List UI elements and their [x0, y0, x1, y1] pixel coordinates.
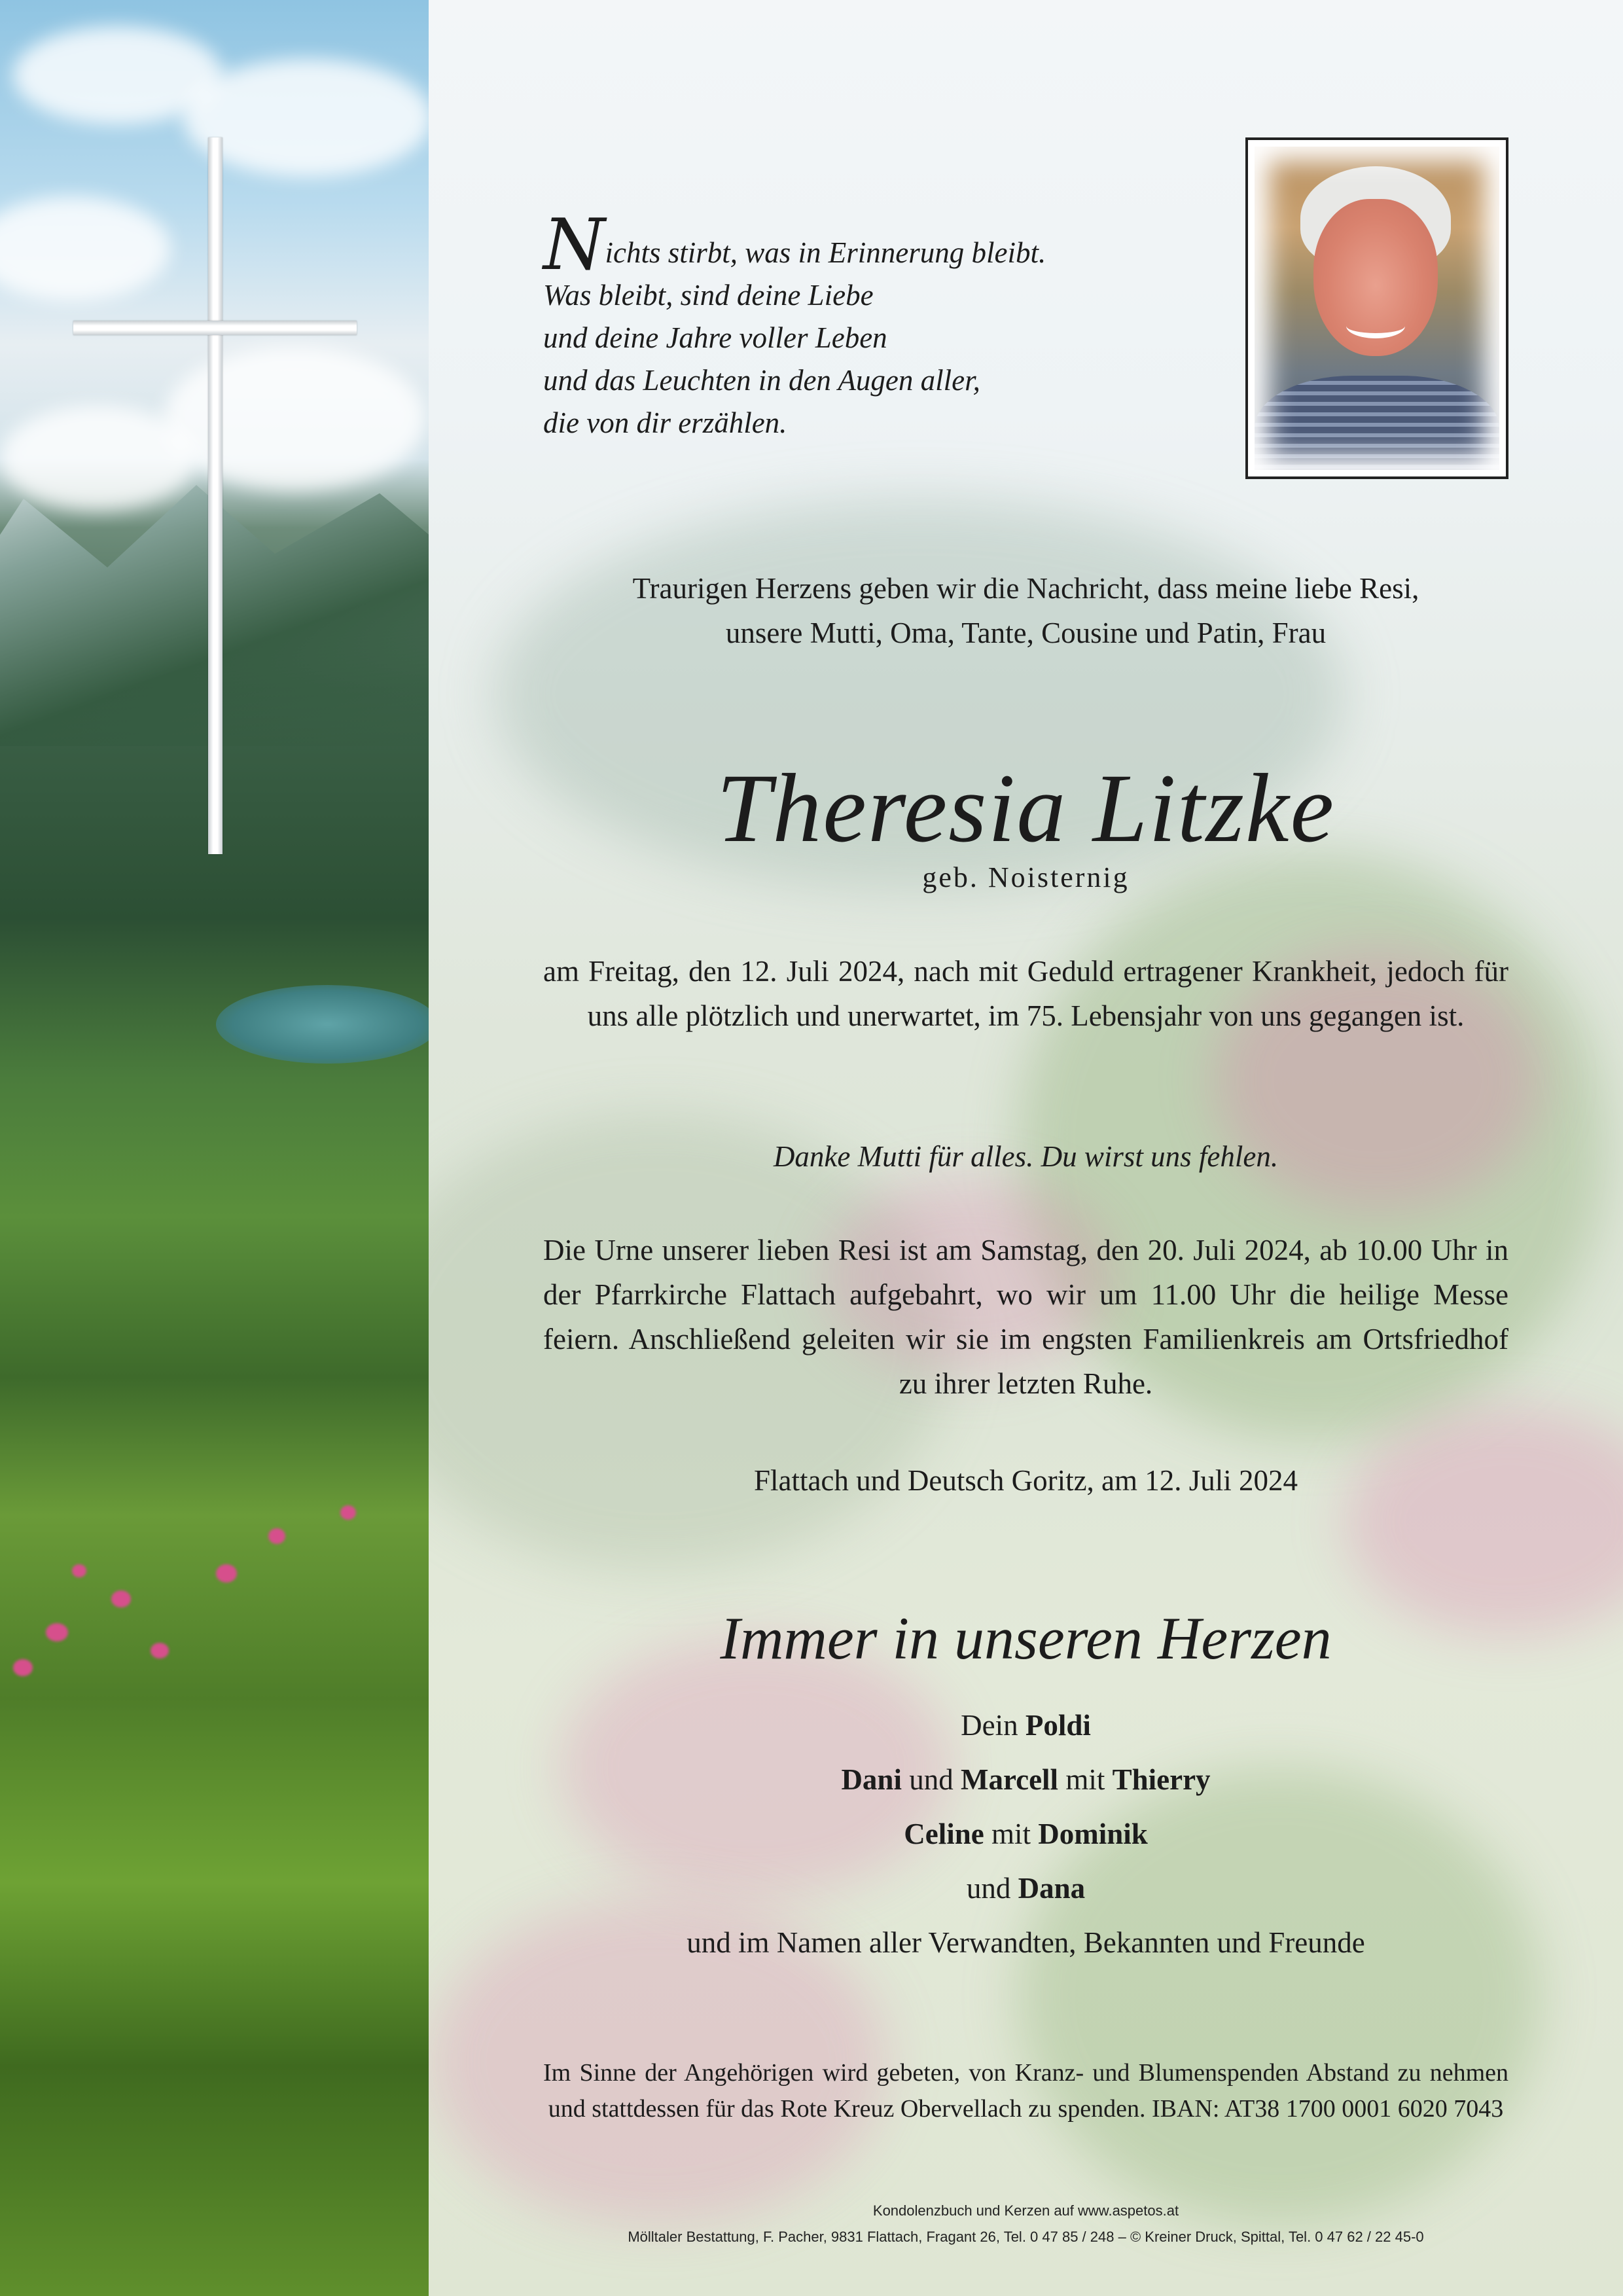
- mourner-line-5: und im Namen aller Verwandten, Bekannten und Freunde: [687, 1926, 1365, 1959]
- memorial-poem: [543, 204, 1198, 444]
- intro-line-2: unsere Mutti, Oma, Tante, Cousine und Patin, Frau: [725, 617, 1327, 649]
- deceased-name: Theresia Litzke: [716, 754, 1336, 863]
- portrait-frame: [1245, 137, 1508, 479]
- portrait-photo: [1255, 147, 1499, 470]
- mountain-lake: [216, 985, 429, 1064]
- mourner-line-2: Dani und Marcell mit Thierry: [841, 1763, 1211, 1796]
- poem-line-2: Was bleibt, sind deine Liebe: [543, 279, 874, 312]
- poem-line-3: und deine Jahre voller Leben: [543, 321, 887, 354]
- cross-vertical: [208, 137, 223, 854]
- mourner-line-4: und Dana: [966, 1872, 1086, 1905]
- poem-initial: N: [543, 204, 605, 286]
- poem-line-1: ichts stirbt, was in Erinnerung bleibt.: [605, 236, 1046, 269]
- mourner-line-1: Dein Poldi: [961, 1709, 1091, 1742]
- footer-condolence-link: Kondolenzbuch und Kerzen auf www.aspetos.at: [872, 2202, 1179, 2219]
- place-date: Flattach und Deutsch Goritz, am 12. Juli 2024: [753, 1464, 1298, 1497]
- birth-name: geb. Noisternig: [922, 861, 1130, 893]
- death-notice: am Freitag, den 12. Juli 2024, nach mit Geduld ertragener Krankheit, jedoch für uns alle plötzlich und unerwartet, im 75. Lebensjahr von uns gegangen ist.: [543, 955, 1508, 1032]
- motto: Immer in unseren Herzen: [720, 1605, 1332, 1672]
- poem-line-4: und das Leuchten in den Augen aller,: [543, 364, 980, 397]
- mourners-list: [543, 1698, 1508, 1970]
- mourner-line-3: Celine mit Dominik: [904, 1818, 1148, 1850]
- intro-text: [543, 566, 1508, 655]
- intro-line-1: Traurigen Herzens geben wir die Nachricht, dass meine liebe Resi,: [632, 572, 1419, 605]
- cross-horizontal: [73, 321, 357, 335]
- thanks-line: Danke Mutti für alles. Du wirst uns fehlen.: [773, 1140, 1279, 1173]
- donation-request: Im Sinne der Angehörigen wird gebeten, von Kranz- und Blumenspenden Abstand zu nehmen und stattdessen für das Rote Kreuz Obervellach zu spenden. IBAN: AT38 1700 0001 6020 7043: [543, 2059, 1508, 2123]
- footer-imprint: Mölltaler Bestattung, F. Pacher, 9831 Flattach, Fragant 26, Tel. 0 47 85 / 248 – © Kreiner Druck, Spittal, Tel. 0 47 62 / 22 45-0: [628, 2229, 1424, 2245]
- ceremony-text: Die Urne unserer lieben Resi ist am Samstag, den 20. Juli 2024, ab 10.00 Uhr in der Pfarrkirche Flattach aufgebahrt, wo wir um 11.00 Uhr die heilige Messe feiern. Anschließend geleiten wir sie im engsten Familienkreis am Ortsfriedhof zu ihrer letzten Ruhe.: [543, 1234, 1508, 1400]
- poem-line-5: die von dir erzählen.: [543, 406, 787, 439]
